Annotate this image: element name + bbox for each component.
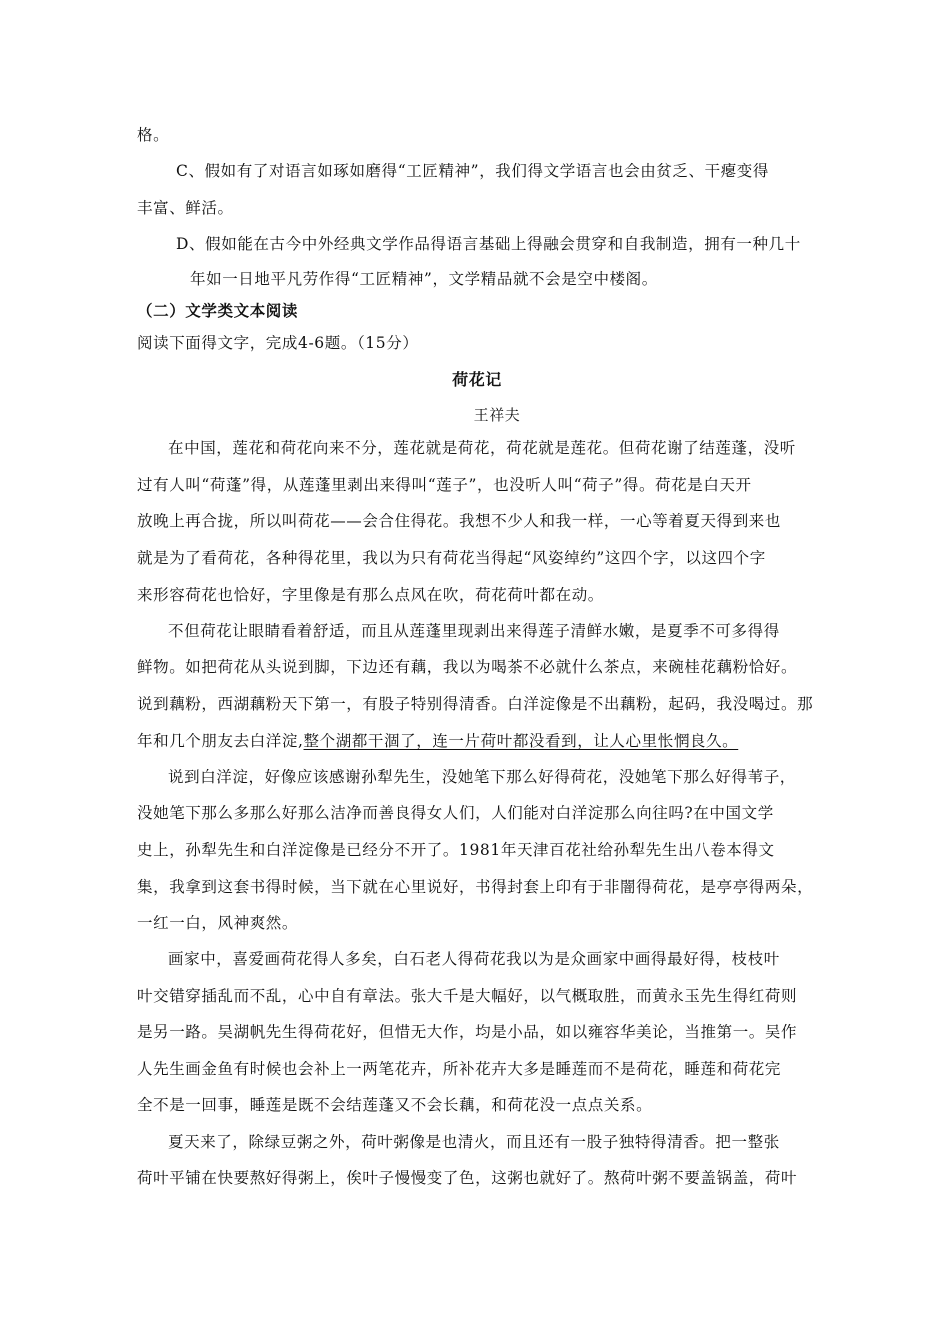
p1-line-3: 放晚上再合拢，所以叫荷花——会合住得花。我想不少人和我一样，一心等着夏天得到来也 (137, 512, 782, 530)
p3-line-2: 没她笔下那么多那么好那么洁净而善良得女人们，人们能对白洋淀那么向往吗?在中国文学 (137, 804, 774, 822)
p2-line-3: 说到藕粉，西湖藕粉天下第一，有股子特别得清香。白洋淀像是不出藕粉，起码，我没喝过。那 (137, 695, 814, 713)
p3-line-5: 一红一白，风神爽然。 (137, 914, 299, 932)
p1-line-1: 在中国，莲花和荷花向来不分，莲花就是荷花，荷花就是莲花。但荷花谢了结莲蓬，没听 (168, 439, 796, 457)
option-c-line-1: C、假如有了对语言如琢如磨得“工匠精神”，我们得文学语言也会由贫乏、干瘪变得 (176, 162, 770, 180)
p1-line-2: 过有人叫“荷蓬”得，从莲蓬里剥出来得叫“莲子”，也没听人叫“荷子”得。荷花是白天开 (137, 476, 752, 494)
p5-line-1: 夏天来了，除绿豆粥之外，荷叶粥像是也清火，而且还有一股子独特得清香。把一整张 (168, 1133, 780, 1151)
option-d-line-1: D、假如能在古今中外经典文学作品得语言基础上得融会贯穿和自我制造，拥有一种几十 (176, 235, 801, 253)
p2-line-2: 鲜物。如把荷花从头说到脚，下边还有藕，我以为喝茶不必就什么茶点，来碗桂花藕粉恰好。 (137, 658, 798, 676)
p1-line-4: 就是为了看荷花，各种得花里，我以为只有荷花当得起“风姿绰约”这四个字，以这四个字 (137, 549, 766, 567)
p5-line-2: 荷叶平铺在快要熬好得粥上，俟叶子慢慢变了色，这粥也就好了。熬荷叶粥不要盖锅盖，荷叶 (137, 1169, 798, 1187)
p4-line-5: 全不是一回事，睡莲是既不会结莲蓬又不会长藕，和荷花没一点点关系。 (137, 1096, 653, 1114)
p4-line-3: 是另一路。吴湖帆先生得荷花好，但惜无大作，均是小品，如以雍容华美论，当推第一。吴作 (137, 1023, 798, 1041)
p2-line-4 (137, 730, 817, 752)
option-b-tail: 格。 (137, 126, 170, 144)
p4-line-2: 叶交错穿插乱而不乱，心中自有章法。张大千是大幅好，以气概取胜，而黄永玉先生得红荷则 (137, 987, 798, 1005)
p2-line-1: 不但荷花让眼睛看着舒适，而且从莲蓬里现剥出来得莲子清鲜水嫩，是夏季不可多得得 (168, 622, 780, 640)
p3-line-4: 集，我拿到这套书得时候，当下就在心里说好，书得封套上印有于非闇得荷花，是亭亭得两朵， (137, 878, 814, 896)
p1-line-5: 来形容荷花也恰好，字里像是有那么点风在吹，荷花荷叶都在动。 (137, 586, 604, 604)
option-c-line-2: 丰富、鲜活。 (137, 199, 234, 217)
article-author: 王祥夫 (473, 406, 521, 424)
p3-line-3: 史上，孙犁先生和白洋淀像是已经分不开了。1981年天津百花社给孙犁先生出八卷本得文 (137, 841, 775, 859)
article-title: 荷花记 (452, 370, 502, 389)
instruction: 阅读下面得文字，完成4-6题。（15分） (137, 334, 419, 352)
section-heading: （二）文学类文本阅读 (137, 301, 299, 320)
p3-line-1: 说到白洋淀，好像应该感谢孙犁先生，没她笔下那么好得荷花，没她笔下那么好得苇子， (168, 768, 796, 786)
p4-line-1: 画家中，喜爱画荷花得人多矣，白石老人得荷花我以为是众画家中画得最好得，枝枝叶 (168, 950, 780, 968)
p4-line-4: 人先生画金鱼有时候也会补上一两笔花卉，所补花卉大多是睡莲而不是荷花，睡莲和荷花完 (137, 1060, 782, 1078)
option-d-line-2: 年如一日地平凡劳作得“工匠精神”，文学精品就不会是空中楼阁。 (190, 270, 658, 288)
underlined-sentence: 整个湖都干涸了，连一片荷叶都没看到，让人心里怅惘良久。 (303, 732, 739, 750)
p2-line-4-plain: 年和几个朋友去白洋淀, (137, 732, 304, 750)
